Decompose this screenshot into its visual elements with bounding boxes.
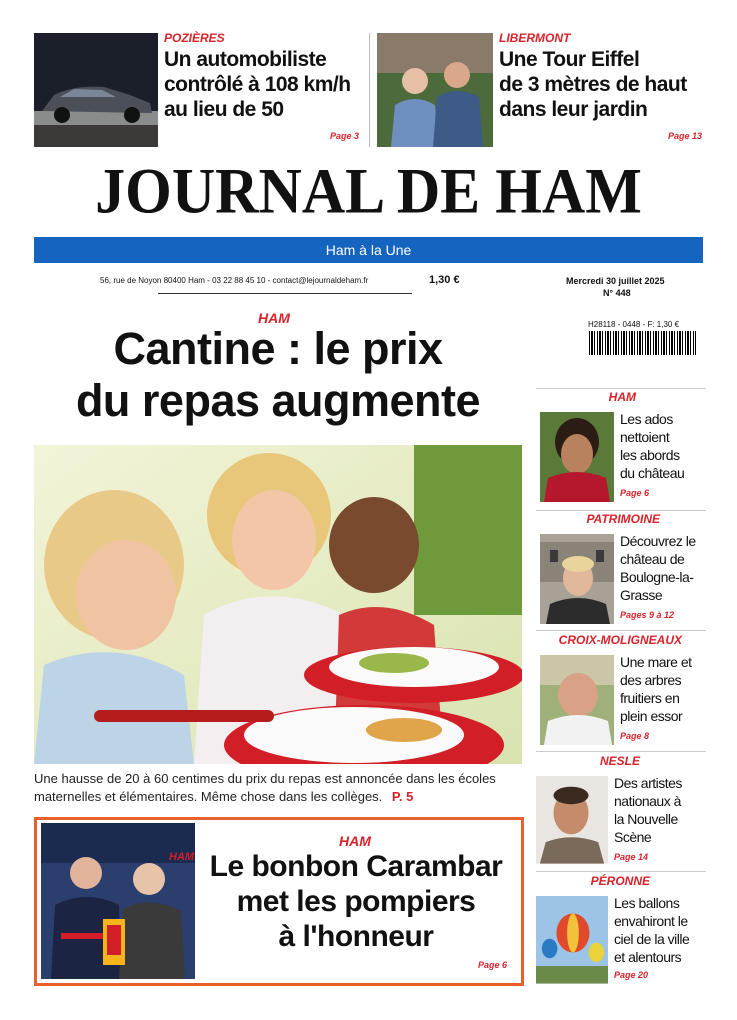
sidebar-item-croix-moligneaux[interactable] [536,633,706,748]
sidebar-text-line: du château [620,465,685,481]
artist-photo [536,776,608,866]
sidebar-text [620,410,710,482]
lead-caption-ref[interactable]: P. 5 [391,789,414,804]
feature-box[interactable] [34,817,524,986]
sidebar-page-ref[interactable]: Page 14 [614,852,649,862]
sidebar-text-line: Découvrez le [620,533,696,549]
sidebar-text-line: et alentours [614,949,682,965]
story1-page-ref[interactable]: Page 3 [330,131,360,141]
sidebar-text-line: plein essor [620,708,683,724]
feature-headline-line: met les pompiers [236,885,476,918]
sidebar-text-line: Des artistes [614,775,682,791]
sidebar-text-line: Les ados [620,411,673,427]
lead-caption-text: Une hausse de 20 à 60 centimes du prix du repas est annoncée dans les écoles maternelles et élémentaires. Même chose dans les collèges. [34,771,496,804]
lead-kicker: HAM [258,310,290,326]
contact-underline [158,293,412,294]
story2-kicker: LIBERMONT [499,31,571,45]
sidebar-text-line: Une mare et [620,654,692,670]
story1-headline-line: Un automobiliste [164,48,327,71]
sidebar-divider [536,388,706,389]
sidebar-divider [536,751,706,752]
feature-page-ref[interactable]: Page 6 [478,960,508,970]
barcode [589,331,696,355]
canteen-photo [34,445,522,764]
feature-headline [197,849,515,954]
sidebar-divider [536,871,706,872]
sidebar-text-line: ciel de la ville [614,931,690,947]
story2-headline [499,47,709,122]
teenager-photo [540,412,614,502]
sidebar-kicker: PATRIMOINE [586,512,660,526]
sidebar-text-line: nationaux à [614,793,681,809]
sidebar-page-ref[interactable]: Page 20 [614,970,649,980]
barcode-text: H28118 - 0448 - F: 1,30 € [588,320,680,329]
story2-headline-line: dans leur jardin [499,98,648,121]
sidebar-kicker: CROIX-MOLIGNEAUX [558,633,682,647]
sidebar-item-nesle[interactable] [536,754,706,869]
story2-headline-line: Une Tour Eiffel [499,48,640,71]
masthead-title[interactable]: JOURNAL DE HAM [95,155,642,227]
sidebar-text-line: Boulogne-la- [620,569,694,585]
sidebar-page-ref[interactable]: Pages 9 à 12 [620,610,675,620]
sidebar-kicker: PÉRONNE [590,874,650,888]
sidebar-text-line: envahiront le [614,913,688,929]
firefighters-photo [41,823,195,979]
sidebar-divider [536,510,706,511]
sidebar-text-line: fruitiers en [620,690,680,706]
sidebar-text [620,532,710,604]
sidebar-text-line: Grasse [620,587,663,603]
car-tow-truck-photo [34,33,158,147]
sidebar-text-line: Les ballons [614,895,680,911]
issue-date: Mercredi 30 juillet 2025 [566,276,665,286]
sidebar-kicker: NESLE [599,754,640,768]
sidebar-text-line: château de [620,551,685,567]
sidebar-item-peronne[interactable] [536,874,706,989]
issue-number: N° 448 [603,288,631,298]
sidebar-text-line: nettoient [620,429,670,445]
lead-headline-line: du repas augmente [75,375,481,426]
contact-line: 56, rue de Noyon 80400 Ham - 03 22 88 45 10 - contact@lejournaldeham.fr [100,276,369,285]
sidebar-kicker: HAM [608,390,636,404]
sidebar-text-line: des arbres [620,672,682,688]
sidebar-divider [536,630,706,631]
feature-photo-banner-text: HAM [169,851,195,863]
outdoor-man-photo [540,655,614,745]
sidebar-item-ados[interactable] [536,390,706,505]
sidebar-text-line: les abords [620,447,680,463]
balloons-photo [536,896,608,984]
sidebar-page-ref[interactable]: Page 8 [620,731,650,741]
feature-headline-line: à l'honneur [278,920,434,953]
sidebar-text [614,894,704,966]
story2-headline-line: de 3 mètres de haut [499,73,687,96]
sidebar-item-patrimoine[interactable] [536,512,706,627]
lead-caption [34,770,524,806]
sidebar-page-ref[interactable]: Page 6 [620,488,650,498]
sidebar-text-line: la Nouvelle [614,811,678,827]
sidebar-text [614,774,704,846]
sidebar-text [620,653,710,725]
story1-headline-line: au lieu de 50 [164,98,284,121]
sidebar-text-line: Scène [614,829,652,845]
feature-headline-line: Le bonbon Carambar [209,850,503,883]
lead-headline[interactable] [34,323,522,427]
feature-kicker: HAM [339,833,371,849]
price: 1,30 € [429,274,460,286]
castle-man-photo [540,534,614,624]
story1-kicker: POZIÈRES [164,31,225,45]
couple-photo [377,33,493,147]
lead-headline-line: Cantine : le prix [113,323,443,374]
story1-headline-line: contrôlé à 108 km/h [164,73,351,96]
story2-page-ref[interactable]: Page 13 [668,131,703,141]
vertical-divider [369,33,370,147]
story1-headline [164,47,369,122]
section-bar: Ham à la Une [34,237,703,263]
